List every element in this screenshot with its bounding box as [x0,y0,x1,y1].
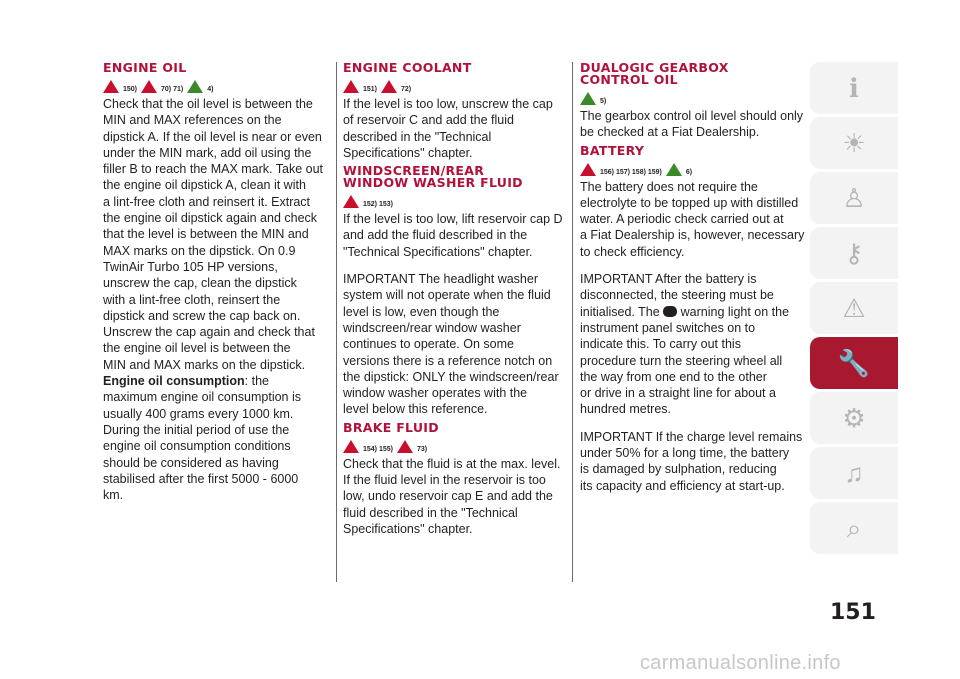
text-line: IMPORTANT The headlight washer [343,272,538,287]
text-line: procedure turn the steering wheel all [580,353,783,368]
text-line: Specifications" chapter. [343,145,473,160]
ref-warning: 151) [363,86,378,93]
index-search-icon: ⌕ [846,513,862,543]
caution-triangle-icon [397,440,413,453]
text-line: of reservoir C and add the fluid [343,113,514,128]
text-line: Unscrew the cap again and check that [103,325,315,340]
column-dualogic-battery [580,59,805,494]
refs-engine-oil [103,77,329,93]
text-initialised: initialised. The [580,304,660,319]
text-line: IMPORTANT If the charge level remains [580,429,803,444]
text-line: level below this reference. [343,402,488,417]
text-line: to check efficiency. [580,244,685,259]
text-line: disconnected, the steering must be [580,288,774,303]
refs-battery [580,160,805,176]
column-coolant-washer-brake [343,59,563,537]
ref-environment: 5) [600,98,607,105]
warning-triangle-icon [343,195,359,208]
car-info-icon: ℹ [849,73,859,103]
warning-car-icon: ⚠ [842,293,866,323]
text-line: hundred metres. [580,402,672,417]
paragraph-battery-important-1 [580,271,805,418]
column-divider-2 [572,62,573,582]
chapter-tab[interactable] [810,62,898,114]
text-line: a Fiat Dealership is, however, necessary [580,228,805,243]
text-line: maximum engine oil consumption is [103,390,302,405]
ref-environment: 4) [207,86,214,93]
text-line: dipstick A. If the oil level is near or even [103,129,322,144]
text-line: the dipstick: ONLY the windscreen/rear [343,369,559,384]
text-line: The battery does not require the [580,179,758,194]
chapter-tab[interactable] [810,502,898,554]
environment-icon [187,80,203,93]
airbag-seat-icon: ♙ [842,183,866,213]
text-line: the engine oil dipstick again and check [103,211,318,226]
text-line: that the level is between the MIN and [103,227,309,242]
text-warning-light: warning light on the [680,304,790,319]
heading-engine-oil: ENGINE OIL [103,59,187,76]
steering-warning-icon [663,306,677,317]
chapter-tab[interactable] [810,227,898,279]
text-line: under the MIN mark, add oil using the [103,145,312,160]
warning-triangle-icon [343,80,359,93]
text-line: stabilised after the first 5000 - 6000 [103,471,299,486]
column-engine-oil [103,59,329,503]
paragraph-brake [343,456,563,537]
column-divider-1 [336,62,337,582]
environment-icon [666,163,682,176]
text-line: and add the fluid described in the [343,228,528,243]
text-consumption-lead: : the [244,374,269,389]
paragraph-engine-oil [103,96,329,373]
text-line: If the level is too low, unscrew the cap [343,97,553,111]
text-line: a lint-free cloth and reinsert it. Extract [103,194,311,209]
text-line: Check that the oil level is between the [103,97,313,111]
caution-triangle-icon [381,80,397,93]
heading-engine-coolant: ENGINE COOLANT [343,59,472,76]
text-line: under 50% for a long time, the battery [580,446,790,461]
ref-caution: 72) [401,86,412,93]
label-oil-consumption: Engine oil consumption [103,374,245,389]
text-line: If the level is too low, lift reservoir cap D [343,212,563,227]
ref-caution: 70) 71) [161,86,184,93]
chapter-tab[interactable] [810,172,898,224]
text-line: usually 400 grams every 1000 km. [103,406,294,421]
text-line: dipstick and screw the cap back on. [103,308,301,323]
refs-coolant [343,77,563,93]
ref-warning: 154) 155) [363,445,393,453]
heading-brake-fluid: BRAKE FLUID [343,419,439,435]
ref-warning: 152) 153) [363,201,393,209]
refs-washer [343,192,563,208]
text-line: IMPORTANT After the battery is [580,272,757,287]
ref-environment: 6) [685,168,693,176]
heading-battery: BATTERY [580,142,645,158]
ref-warning: 156) 157) 158) 159) [600,168,662,176]
warning-triangle-icon [580,163,596,176]
heading-dualogic: DUALOGIC GEARBOX CONTROL OIL [580,59,729,88]
text-line: water. A periodic check carried out at [580,212,784,227]
text-line: should be considered as having [103,455,279,470]
page-number: 151 [830,600,876,625]
specs-gear-icon: ⚙ [842,403,866,433]
text-line: electrolyte to be topped up with distilled [580,195,799,210]
text-line: continues to operate. On some [343,337,514,352]
caution-triangle-icon [141,80,157,93]
refs-brake [343,437,563,453]
text-line: instrument panel switches on to [580,320,756,335]
text-line: Check that the fluid is at the max. level. [343,456,561,471]
text-line: windscreen/rear window washer [343,320,521,335]
warning-triangle-icon [103,80,119,93]
text-line: km. [103,488,124,503]
chapter-tab[interactable] [810,117,898,169]
text-line: TwinAir Turbo 105 HP versions, [103,259,278,274]
ref-warning: 150) [123,86,138,93]
paragraph-oil-consumption [103,373,329,503]
text-line: Specifications" chapter. [343,521,473,536]
text-line: with a lint-free cloth, reinsert the [103,292,281,307]
paragraph-washer-important [343,271,563,418]
chapter-tab[interactable] [810,392,898,444]
ref-caution: 73) [416,445,428,453]
paragraph-dualogic [580,108,805,141]
text-line: If the fluid level in the reservoir is too [343,473,546,488]
refs-dualogic [580,89,805,105]
text-line: During the initial period of use the [103,422,290,437]
text-line: its capacity and efficiency at start-up. [580,478,785,493]
lights-message-icon: ☀ [842,128,866,158]
text-line: unscrew the cap, clean the dipstick [103,276,297,291]
text-line: low, undo reservoir cap E and add the [343,489,553,504]
text-line: be checked at a Fiat Dealership. [580,125,760,140]
text-line: the engine oil level is between the [103,341,291,356]
text-line: versions there is a reference notch on [343,353,553,368]
multimedia-icon: ♫ [844,458,864,488]
watermark: carmanualsonline.info [640,652,841,674]
text-line: MIN and MAX references on the [103,113,282,128]
paragraph-battery-important-2 [580,429,805,494]
text-line: indicate this. To carry out this [580,337,741,352]
text-line: fluid described in the "Technical [343,505,518,520]
text-line: is damaged by sulphation, reducing [580,462,777,477]
chapter-tab[interactable] [810,337,898,389]
text-line: engine oil consumption conditions [103,439,291,454]
key-steering-icon: ⚷ [844,238,864,268]
environment-icon [580,92,596,105]
text-line: the engine oil dipstick A, clean it with [103,178,306,193]
chapter-tab[interactable] [810,447,898,499]
paragraph-coolant [343,96,563,161]
chapter-sidebar [810,62,898,557]
text-line: MAX marks on the dipstick. On 0.9 [103,243,296,258]
text-line: the way from one end to the other [580,369,767,384]
text-line: "Technical Specifications" chapter. [343,244,533,259]
text-line: level is low, even though the [343,304,500,319]
text-line: described in the "Technical [343,129,492,144]
text-line: window washer operates with the [343,386,528,401]
paragraph-washer [343,211,563,260]
chapter-tab[interactable] [810,282,898,334]
maintenance-car-icon: 🔧 [837,348,871,378]
text-line: filler B to reach the MAX mark. Take out [103,162,324,177]
text-line: The gearbox control oil level should only [580,109,804,123]
warning-triangle-icon [343,440,359,453]
heading-washer-fluid: WINDSCREEN/REAR WINDOW WASHER FLUID [343,162,523,191]
text-line: system will not operate when the fluid [343,288,551,303]
text-line: or drive in a straight line for about a [580,386,776,401]
paragraph-battery [580,179,805,260]
text-line: MIN and MAX marks on the dipstick. [103,357,306,372]
